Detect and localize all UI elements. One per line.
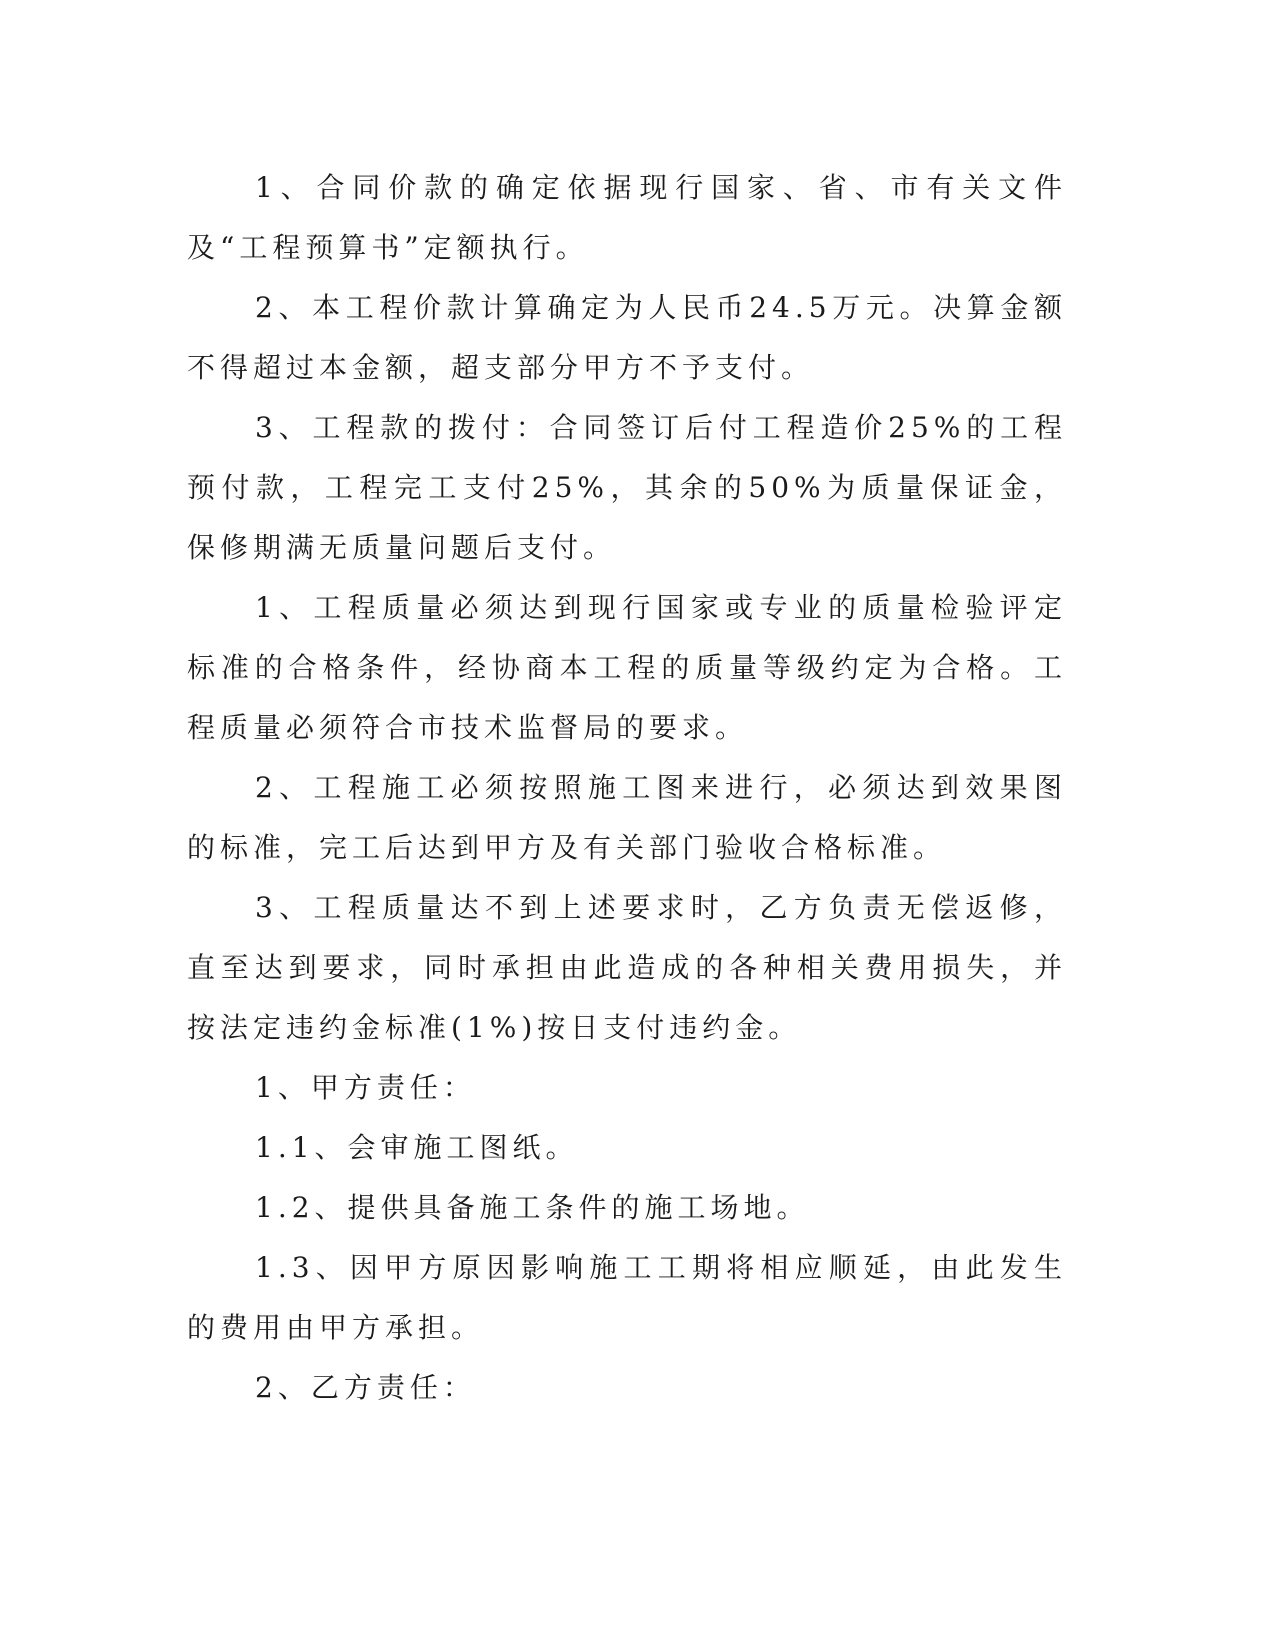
payment-schedule-paragraph: 3、工程款的拨付：合同签订后付工程造价25%的工程预付款，工程完工支付25%，其余的50%为质量保证金，保修期满无质量问题后支付。 [187,411,1067,564]
construction-drawing-paragraph: 2、工程施工必须按照施工图来进行，必须达到效果图的标准，完工后达到甲方及有关部门验收合格标准。 [187,771,1067,864]
party-a-item-1-2: 1.2、提供具备施工条件的施工场地。 [255,1191,810,1224]
quality-penalty-paragraph: 3、工程质量达不到上述要求时，乙方负责无偿返修，直至达到要求，同时承担由此造成的各种相关费用损失，并按法定违约金标准(1%)按日支付违约金。 [187,891,1067,1044]
document-body [187,158,1067,1418]
party-a-item-1-1: 1.1、会审施工图纸。 [255,1131,579,1164]
quality-standard-paragraph: 1、工程质量必须达到现行国家或专业的质量检验评定标准的合格条件，经协商本工程的质量等级约定为合格。工程质量必须符合市技术监督局的要求。 [187,591,1067,744]
party-b-responsibility-heading: 2、乙方责任： [255,1371,476,1404]
contract-price-basis-paragraph: 1、合同价款的确定依据现行国家、省、市有关文件及“工程预算书”定额执行。 [187,171,1067,264]
party-a-responsibility-heading: 1、甲方责任： [255,1071,476,1104]
party-a-item-1-3: 1.3、因甲方原因影响施工工期将相应顺延，由此发生的费用由甲方承担。 [187,1251,1067,1344]
contract-price-amount-paragraph: 2、本工程价款计算确定为人民币24.5万元。决算金额不得超过本金额，超支部分甲方不予支付。 [187,291,1067,384]
